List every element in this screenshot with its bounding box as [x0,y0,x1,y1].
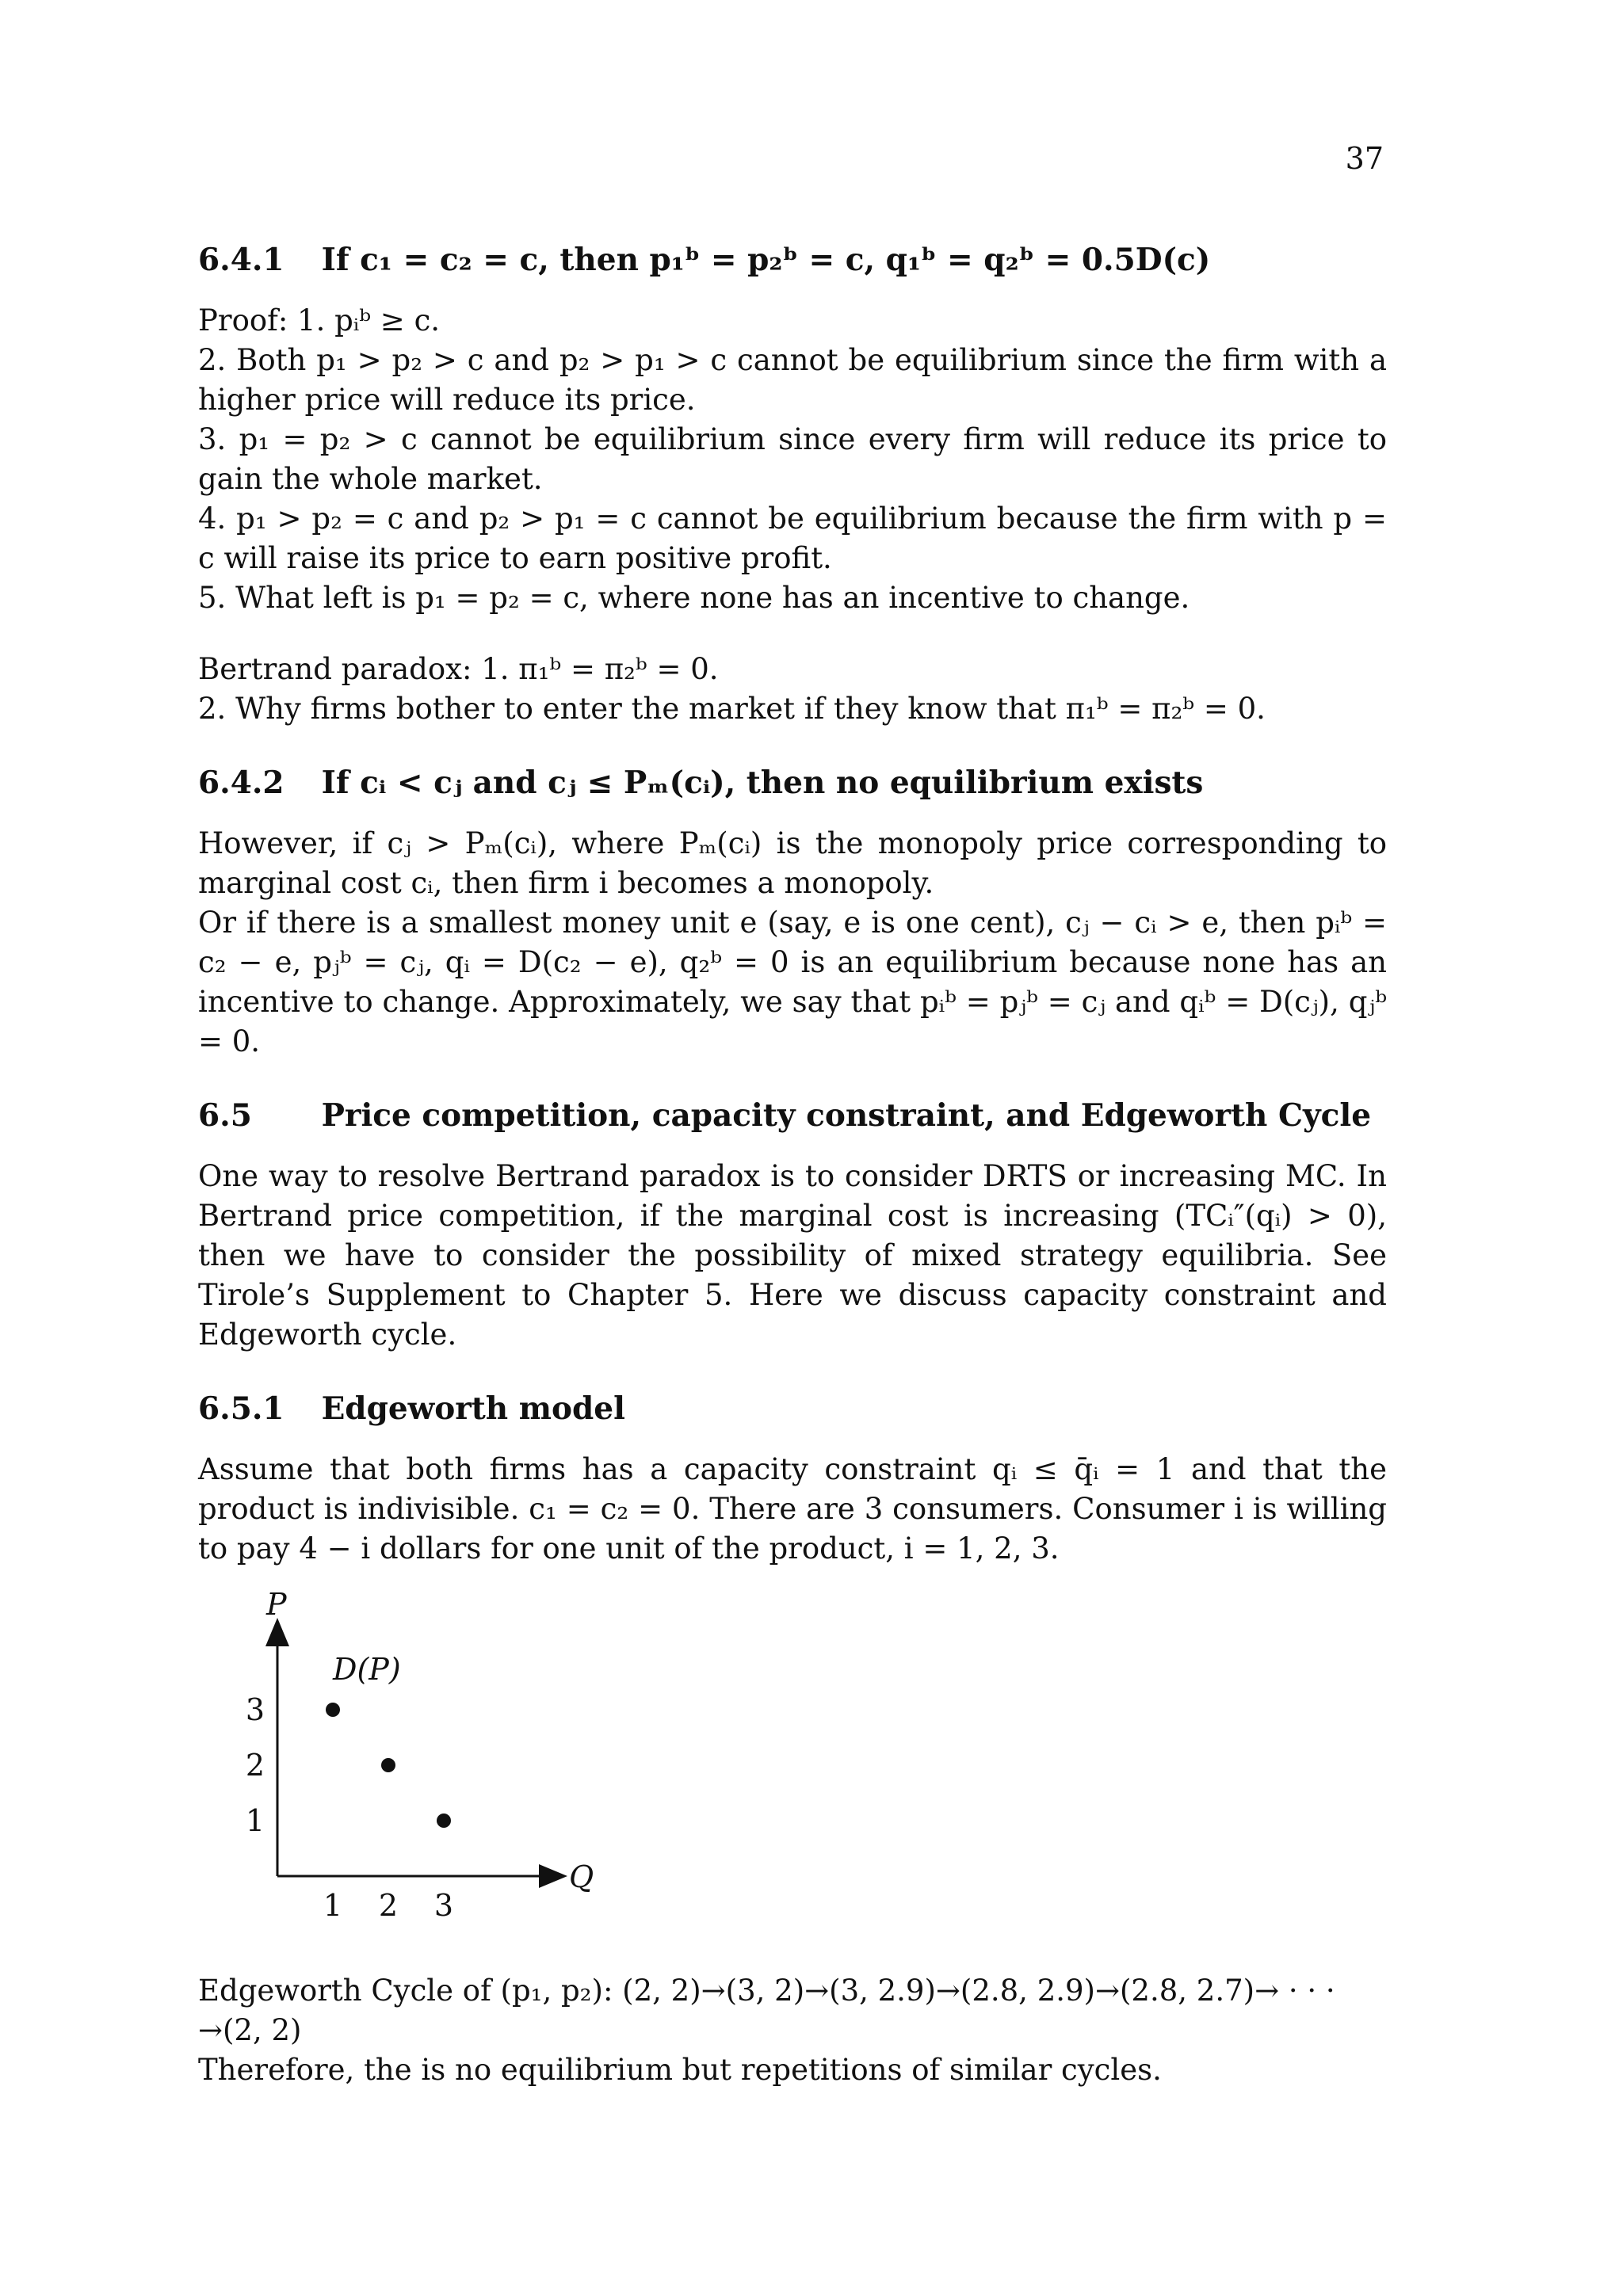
section-title: If c₁ = c₂ = c, then p₁ᵇ = p₂ᵇ = c, q₁ᵇ = q₂ᵇ = 0.5D(c) [321,242,1211,278]
section-6-4-1-heading [198,238,1387,282]
section-6-5-heading [198,1093,1387,1138]
section-number: 6.4.1 [198,242,285,278]
x-tick-label: 3 [433,1888,454,1923]
demand-point-1 [326,1703,340,1717]
section-6-5-1-paragraph: Assume that both firms has a capacity constraint qᵢ ≤ q̄ᵢ = 1 and that the product is indivisible. c₁ = c₂ = 0. There are 3 consumers. Consumer i is willing to pay 4 − i dollars for one unit of the product, i = 1, 2, 3. [198,1452,1387,1566]
section-title: Edgeworth model [321,1390,625,1427]
section-number: 6.5.1 [198,1390,285,1427]
section-number: 6.5 [198,1097,252,1134]
section-6-4-2-paragraph-1: However, if cⱼ > Pₘ(cᵢ), where Pₘ(cᵢ) is the monopoly price corresponding to marginal cost cᵢ, then firm i becomes a monopoly. [198,826,1387,900]
section-number: 6.4.2 [198,765,285,801]
proof-line-3: 3. p₁ = p₂ > c cannot be equilibrium since every firm will reduce its price to gain the whole market. [198,422,1387,496]
x-axis-label: Q [569,1859,594,1894]
proof-line-5: 5. What left is p₁ = p₂ = c, where none has an incentive to change. [198,581,1190,615]
section-6-4-2-paragraph-2: Or if there is a smallest money unit e (say, e is one cent), cⱼ − cᵢ > e, then pᵢᵇ = c₂ − e, pⱼᵇ = cⱼ, qᵢ = D(c₂ − e), q₂ᵇ = 0 is an equilibrium because none has an incentive to change. Approximately, we say that pᵢᵇ = pⱼᵇ = cⱼ and qᵢᵇ = D(cⱼ), qⱼᵇ = 0. [198,906,1387,1058]
paradox-line-2: 2. Why firms bother to enter the market if they know that π₁ᵇ = π₂ᵇ = 0. [198,692,1266,726]
closing-line-2: Therefore, the is no equilibrium but repetitions of similar cycles. [198,2053,1162,2087]
y-tick-label: 1 [245,1803,265,1838]
x-tick-label: 2 [378,1888,399,1923]
section-title: Price competition, capacity constraint, and Edgeworth Cycle [321,1097,1372,1134]
demand-point-3 [437,1814,451,1828]
closing-line-1: Edgeworth Cycle of (p₁, p₂): (2, 2)→(3, 2)→(3, 2.9)→(2.8, 2.9)→(2.8, 2.7)→ · · · →(2, 2) [198,1974,1335,2047]
demand-figure [214,1587,769,1939]
section-6-5-paragraph: One way to resolve Bertrand paradox is to consider DRTS or increasing MC. In Bertrand price competition, if the marginal cost is increasing (TCᵢ″(qᵢ) > 0), then we have to consider the possibility of mixed strategy equilibria. See Tirole’s Supplement to Chapter 5. Here we discuss capacity constraint and Edgeworth cycle. [198,1159,1387,1352]
curve-label: D(P) [333,1652,401,1687]
section-title: If cᵢ < cⱼ and cⱼ ≤ Pₘ(cᵢ), then no equilibrium exists [321,765,1204,801]
demand-chart [214,1587,769,1939]
proof-line-1: Proof: 1. pᵢᵇ ≥ c. [198,303,441,338]
section-6-4-2-heading [198,761,1387,805]
page-content [198,238,1387,2090]
proof-line-4: 4. p₁ > p₂ = c and p₂ > p₁ = c cannot be equilibrium because the firm with p = c will raise its price to earn positive profit. [198,502,1387,575]
proof-line-2: 2. Both p₁ > p₂ > c and p₂ > p₁ > c cannot be equilibrium since the firm with a higher price will reduce its price. [198,343,1387,417]
x-tick-label: 1 [323,1888,343,1923]
y-axis-label: P [266,1587,287,1622]
y-tick-label: 2 [245,1748,265,1783]
section-6-5-1-heading [198,1386,1387,1431]
page-number: 37 [1345,141,1384,176]
demand-point-2 [381,1758,395,1772]
y-tick-label: 3 [245,1692,265,1727]
paradox-line-1: Bertrand paradox: 1. π₁ᵇ = π₂ᵇ = 0. [198,652,719,686]
